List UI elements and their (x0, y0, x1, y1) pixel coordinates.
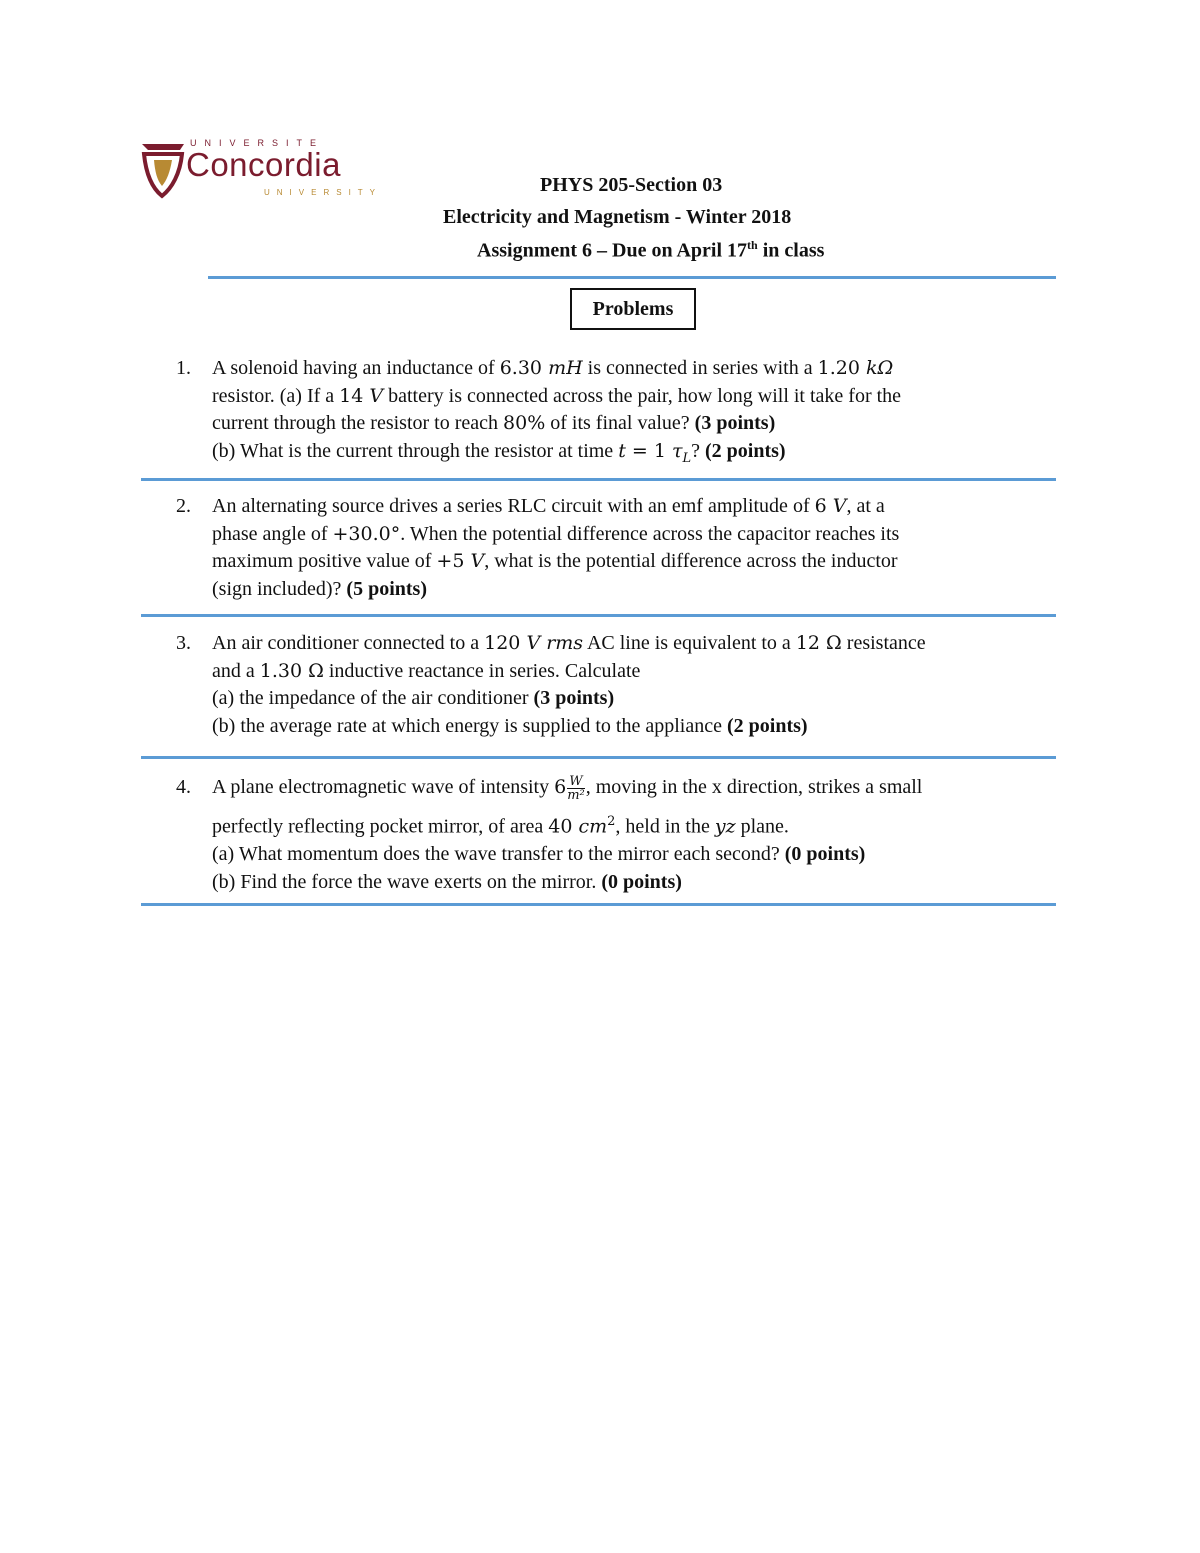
problem-divider (141, 903, 1056, 906)
header-divider (208, 276, 1056, 279)
shield-icon (140, 140, 188, 200)
problem-divider (141, 478, 1056, 481)
problem-number: 3. (176, 632, 191, 654)
problem-text: An alternating source drives a series RLC circuit with an emf amplitude of 6 V, at a phase angle of +30.0°. When the potential difference across the capacitor reaches its maximum positive value of +5 V, what is the potential difference across the inductor (sign included)? (5 points) (212, 495, 900, 600)
intensity-fraction: $\frac{W}{\text{m²}}$ (567, 773, 585, 803)
logo-universite-text: UNIVERSITE (190, 138, 325, 148)
problem-number: 4. (176, 776, 191, 798)
problem-text: A solenoid having an inductance of 6.30 mH is connected in series with a 1.20 kΩ resistor. (a) If a 14 V battery is connected across the pair, how long will it take for the current through the resistor to reach 80% of its final value? (3 points) (b) What is the current through the resistor at time t = 1 $\tau_L$? (2 points) (212, 357, 902, 466)
section-label-box (570, 288, 696, 330)
problem-divider (141, 756, 1056, 759)
problem-number: 2. (176, 495, 191, 517)
logo-wordmark: Concordia (186, 146, 341, 183)
concordia-logo (140, 138, 383, 202)
problem-divider (141, 614, 1056, 617)
problem-number: 1. (176, 357, 191, 379)
logo-university-text: UNIVERSITY (264, 188, 383, 197)
course-code: PHYS 205-Section 03 (540, 174, 723, 196)
problem-text: A plane electromagnetic wave of intensity 6 $\frac{W}{\text{m²}}$ , moving in the x direction, strikes a small perfectly reflecting pocket mirror, of area 40 $cm^2$, held in the yz plane. (a) What momentum does the wave transfer to the mirror each second? (0 points) (b) Find the force the wave exerts on the mirror. (0 points) (212, 773, 923, 893)
assignment-due: Assignment 6 – Due on April 17th in class (477, 238, 825, 262)
problem-text: An air conditioner connected to a 120 V rms AC line is equivalent to a 12 Ω resistance and a 1.30 Ω inductive reactance in series. Calculate (a) the impedance of the air conditioner (3 points) (b) the average rate at which energy is supplied to the appliance (2 points) (212, 632, 926, 737)
section-label: Problems (592, 297, 674, 320)
course-title: Electricity and Magnetism - Winter 2018 (443, 206, 792, 228)
